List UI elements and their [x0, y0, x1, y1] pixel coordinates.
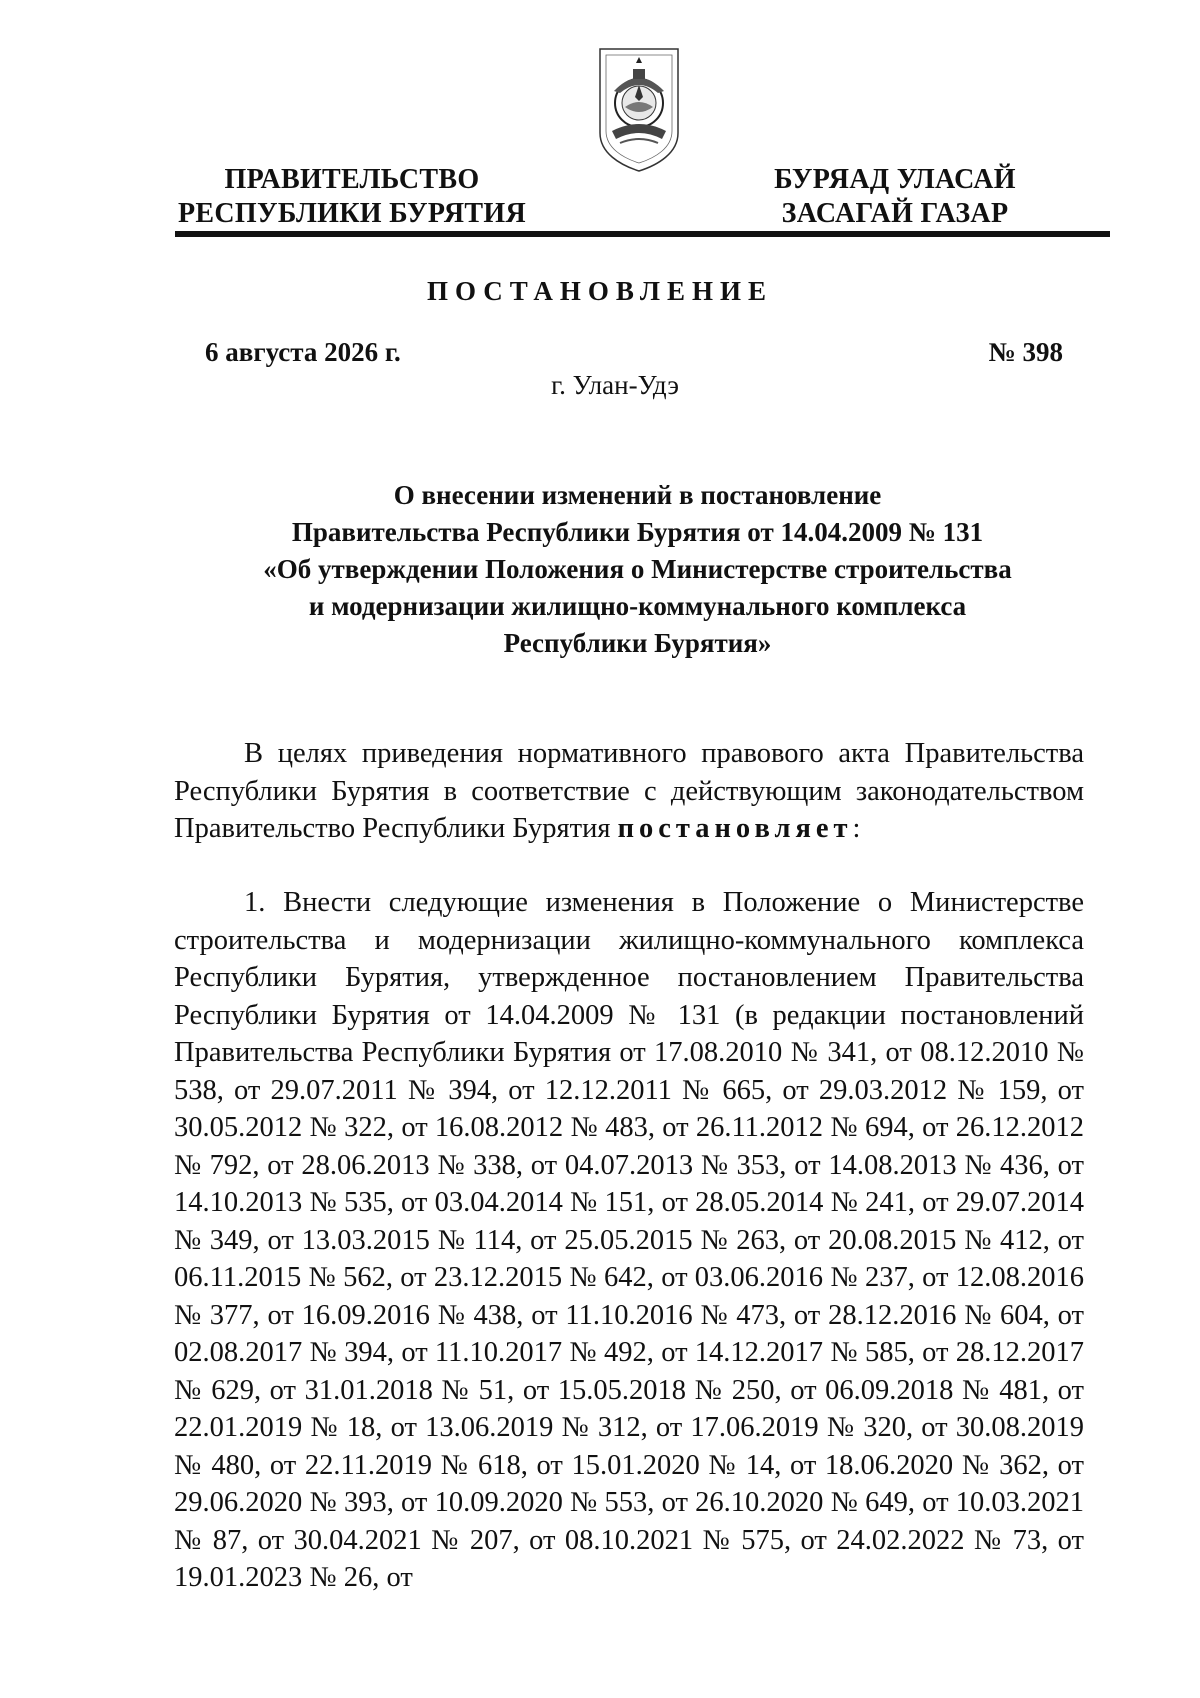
- document-title: [175, 477, 1100, 662]
- preamble-text: В целях приведения нормативного правового акта Правительства Республики Бурятия в соответствие с действующим законодательством Правительство Республики Бурятия: [174, 738, 1084, 844]
- government-name-russian: [152, 163, 552, 231]
- document-date: 6 августа 2026 г.: [205, 337, 401, 367]
- document-city: г. Улан-Удэ: [551, 370, 679, 400]
- title-line5: Республики Бурятия»: [503, 628, 772, 658]
- government-name-line1: ПРАВИТЕЛЬСТВО: [224, 164, 480, 195]
- document-number: № 398: [988, 337, 1063, 367]
- item-1-paragraph: 1. Внести следующие изменения в Положение о Министерстве строительства и модернизации жилищно-коммунального комплекса Республики Бурятия, утвержденное постановлением Правительства Республики Бурятия от 14.04.2009 № 131 (в редакции постановлений Правительства Республики Бурятия от 17.08.2010 № 341, от 08.12.2010 № 538, от 29.07.2011 № 394, от 12.12.2011 № 665, от 29.03.2012 № 159, от 30.05.2012 № 322, от 16.08.2012 № 483, от 26.11.2012 № 694, от 26.12.2012 № 792, от 28.06.2013 № 338, от 04.07.2013 № 353, от 14.08.2013 № 436, от 14.10.2013 № 535, от 03.04.2014 № 151, от 28.05.2014 № 241, от 29.07.2014 № 349, от 13.03.2015 № 114, от 25.05.2015 № 263, от 20.08.2015 № 412, от 06.11.2015 № 562, от 23.12.2015 № 642, от 03.06.2016 № 237, от 12.08.2016 № 377, от 16.09.2016 № 438, от 11.10.2016 № 473, от 28.12.2016 № 604, от 02.08.2017 № 394, от 11.10.2017 № 492, от 14.12.2017 № 585, от 28.12.2017 № 629, от 31.01.2018 № 51, от 15.05.2018 № 250, от 06.09.2018 № 481, от 22.01.2019 № 18, от 13.06.2019 № 312, от 17.06.2019 № 320, от 30.08.2019 № 480, от 22.11.2019 № 618, от 15.01.2020 № 14, от 18.06.2020 № 362, от 29.06.2020 № 393, от 10.09.2020 № 553, от 26.10.2020 № 649, от 10.03.2021 № 87, от 30.04.2021 № 207, от 08.10.2021 № 575, от 24.02.2022 № 73, от 19.01.2023 № 26, от: [174, 887, 1084, 1593]
- government-name-buryat: [730, 163, 1060, 231]
- title-line3: «Об утверждении Положения о Министерстве строительства: [263, 554, 1012, 584]
- government-name-buryat-line2: ЗАСАГАЙ ГАЗАР: [781, 198, 1009, 229]
- government-name-buryat-line1: БУРЯАД УЛАСАЙ: [774, 164, 1016, 195]
- coat-of-arms-icon: [592, 45, 686, 173]
- title-line2: Правительства Республики Бурятия от 14.04.2009 № 131: [291, 517, 984, 547]
- header-divider: [175, 231, 1110, 237]
- government-name-line2: РЕСПУБЛИКИ БУРЯТИЯ: [178, 198, 526, 229]
- preamble-end: :: [852, 813, 861, 844]
- preamble-paragraph: [174, 735, 1084, 848]
- title-line4: и модернизации жилищно-коммунального комплекса: [308, 591, 967, 621]
- title-line1: О внесении изменений в постановление: [393, 480, 882, 510]
- preamble-verb: постановляет: [617, 813, 853, 844]
- document-type: ПОСТАНОВЛЕНИЕ: [426, 276, 774, 306]
